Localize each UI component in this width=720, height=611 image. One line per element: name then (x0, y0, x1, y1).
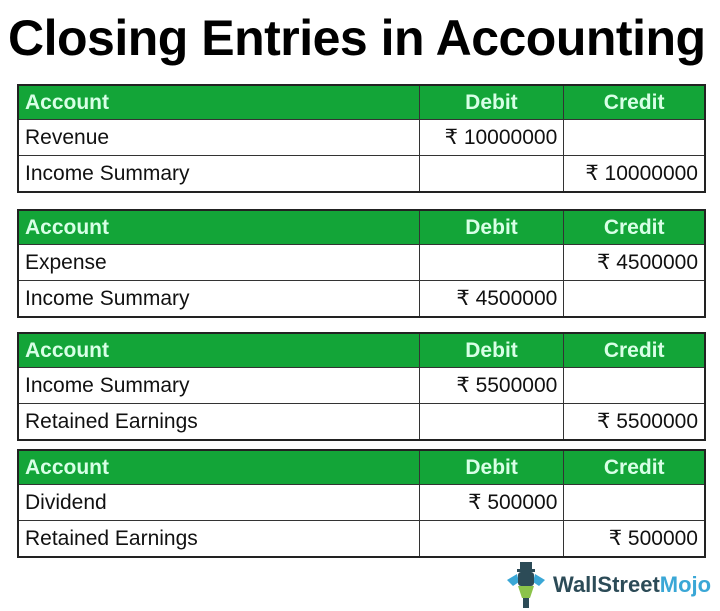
page-title: Closing Entries in Accounting (8, 10, 706, 66)
header-debit: Debit (419, 210, 564, 245)
cell-credit (564, 368, 705, 404)
cell-credit: ₹ 10000000 (564, 156, 705, 193)
logo-text-wallstreet: WallStreet (553, 572, 660, 597)
cell-account: Revenue (18, 120, 419, 156)
header-debit: Debit (419, 450, 564, 485)
table-header-row (18, 333, 705, 368)
cell-credit: ₹ 4500000 (564, 245, 705, 281)
closing-entry-table-income-summary (17, 332, 706, 441)
mascot-icon (505, 562, 547, 608)
cell-debit: ₹ 500000 (419, 485, 564, 521)
cell-credit: ₹ 5500000 (564, 404, 705, 441)
table-row (18, 404, 705, 441)
table-row (18, 120, 705, 156)
closing-entry-table-revenue (17, 84, 706, 193)
cell-account: Dividend (18, 485, 419, 521)
header-debit: Debit (419, 333, 564, 368)
table-row (18, 368, 705, 404)
cell-debit (419, 521, 564, 558)
table-row (18, 521, 705, 558)
cell-credit: ₹ 500000 (564, 521, 705, 558)
header-credit: Credit (564, 333, 705, 368)
closing-entry-table-dividend (17, 449, 706, 558)
logo-text (553, 572, 711, 598)
cell-account: Expense (18, 245, 419, 281)
cell-account: Income Summary (18, 368, 419, 404)
cell-debit (419, 156, 564, 193)
header-credit: Credit (564, 210, 705, 245)
header-account: Account (18, 333, 419, 368)
cell-debit (419, 245, 564, 281)
table-header-row (18, 85, 705, 120)
cell-debit: ₹ 4500000 (419, 281, 564, 318)
cell-account: Income Summary (18, 156, 419, 193)
table-row (18, 485, 705, 521)
closing-entry-table-expense (17, 209, 706, 318)
cell-credit (564, 281, 705, 318)
cell-debit: ₹ 10000000 (419, 120, 564, 156)
cell-account: Income Summary (18, 281, 419, 318)
wallstreetmojo-logo (505, 562, 711, 608)
header-account: Account (18, 85, 419, 120)
table-row (18, 281, 705, 318)
header-debit: Debit (419, 85, 564, 120)
table-row (18, 156, 705, 193)
cell-credit (564, 120, 705, 156)
cell-credit (564, 485, 705, 521)
cell-account: Retained Earnings (18, 404, 419, 441)
logo-text-mojo: Mojo (659, 572, 712, 597)
table-row (18, 245, 705, 281)
cell-debit (419, 404, 564, 441)
cell-debit: ₹ 5500000 (419, 368, 564, 404)
table-header-row (18, 450, 705, 485)
cell-account: Retained Earnings (18, 521, 419, 558)
header-credit: Credit (564, 450, 705, 485)
header-account: Account (18, 210, 419, 245)
header-credit: Credit (564, 85, 705, 120)
header-account: Account (18, 450, 419, 485)
table-header-row (18, 210, 705, 245)
